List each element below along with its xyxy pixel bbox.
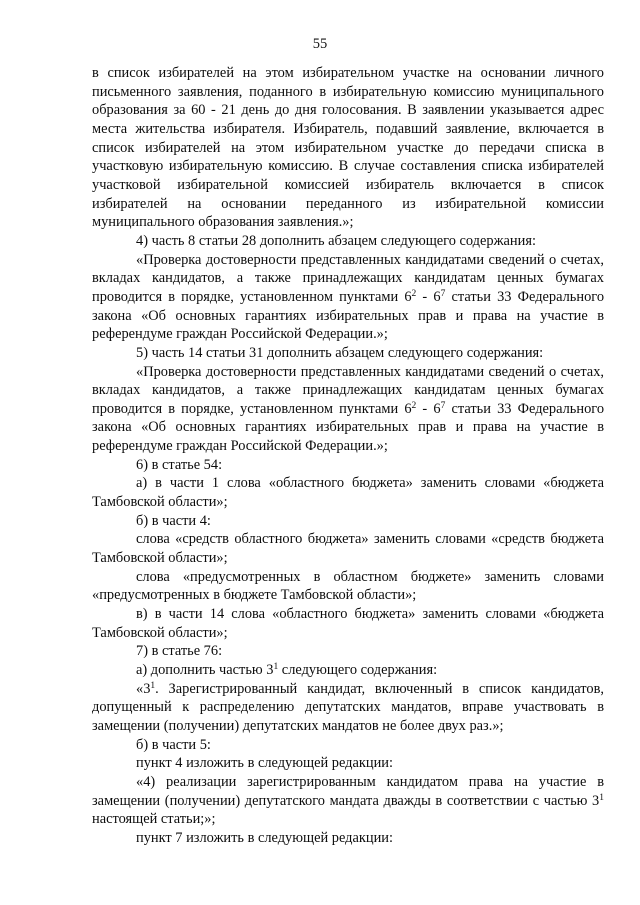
- superscript: 7: [440, 288, 446, 299]
- paragraph-item-6: 6) в статье 54:: [136, 456, 223, 473]
- text-fragment: . Зарегистрированный кандидат, включенный в список кандидатов, допущенный к распределению депутатских мандатов, вправе участвовать в замещении (получении) депутатских мандатов не более двух раз.»;: [92, 680, 604, 734]
- superscript: 1: [599, 792, 604, 803]
- text-fragment: «Проверка достоверности представленных кандидатами сведений о счетах, вкладах кандидатов, а также принадлежащих кандидатам ценных бумагах проводится в порядке, установленном пунктами 6: [92, 251, 604, 305]
- paragraph-verification-art28: [92, 251, 604, 344]
- document-body: [92, 64, 604, 848]
- text-fragment: - 6: [416, 400, 441, 417]
- paragraph-item-6b: б) в части 4:: [136, 512, 211, 529]
- superscript: 7: [440, 400, 446, 411]
- text-fragment: - 6: [416, 288, 441, 305]
- page-number: 55: [312, 36, 328, 52]
- text-fragment: настоящей статьи;»;: [92, 811, 216, 828]
- text-fragment: «Проверка достоверности представленных кандидатами сведений о счетах, вкладах кандидатов, а также принадлежащих кандидатам ценных бумагах проводится в порядке, установленном пунктами 6: [92, 363, 604, 417]
- paragraph-point-4-text: [92, 773, 604, 829]
- paragraph-verification-art31: [92, 363, 604, 456]
- paragraph-point-4-heading: пункт 4 изложить в следующей редакции:: [136, 755, 393, 772]
- paragraph-item-4: 4) часть 8 статьи 28 дополнить абзацем следующего содержания:: [136, 232, 536, 249]
- paragraph-point-7-heading: пункт 7 изложить в следующей редакции:: [136, 829, 393, 846]
- text-fragment: «4) реализации зарегистрированным кандидатом права на участие в замещении (получении) депутатского мандата дважды в соответствии с частью 3: [92, 773, 604, 809]
- paragraph-voter-list-continuation: в список избирателей на этом избирательном участке на основании личного письменного заявления, поданного в избирательную комиссию муниципального образования за 60 - 21 день до дня голосования. В заявлении указывается адрес места жительства избирателя. Избиратель, подавший заявление, включается в список избирателей на этом избирательном участке до передачи списка в участковую избирательную комиссию. В случае составления списка избирателей участковой избирательной комиссией избиратель включается в список избирателей на основании переданного из избирательной комиссии муниципального образования заявления.»;: [92, 65, 604, 231]
- superscript: 2: [411, 288, 417, 299]
- text-fragment: следующего содержания:: [278, 662, 438, 678]
- paragraph-item-6b-words-1: слова «средств областного бюджета» заменить словами «средств бюджета Тамбовской области»;: [92, 531, 604, 567]
- paragraph-item-5: 5) часть 14 статьи 31 дополнить абзацем следующего содержания:: [136, 344, 544, 361]
- superscript: 2: [411, 400, 417, 411]
- text-fragment: статьи 33 Федерального закона «Об основных гарантиях избирательных прав и права на участие в референдуме граждан Российской Федерации.»;: [92, 288, 605, 343]
- paragraph-item-6a: а) в части 1 слова «областного бюджета» заменить словами «бюджета Тамбовской области»;: [92, 475, 604, 511]
- text-fragment: статьи 33 Федерального закона «Об основных гарантиях избирательных прав и права на участие в референдуме граждан Российской Федерации.»;: [92, 400, 605, 455]
- superscript: 1: [150, 680, 156, 691]
- superscript: 1: [273, 662, 279, 672]
- paragraph-item-6v: в) в части 14 слова «областного бюджета» заменить словами «бюджета Тамбовской области»;: [92, 606, 604, 641]
- text-fragment: «3: [136, 680, 151, 697]
- text-fragment: а) дополнить частью 3: [136, 662, 274, 678]
- paragraph-part-3-1: [92, 680, 604, 736]
- paragraph-item-7b: б) в части 5:: [136, 736, 211, 753]
- paragraph-item-7: 7) в статье 76:: [136, 643, 223, 660]
- paragraph-item-6b-words-2: слова «предусмотренных в областном бюджете» заменить словами «предусмотренных в бюджете Тамбовской области»;: [92, 568, 604, 604]
- paragraph-item-7a: [92, 661, 604, 680]
